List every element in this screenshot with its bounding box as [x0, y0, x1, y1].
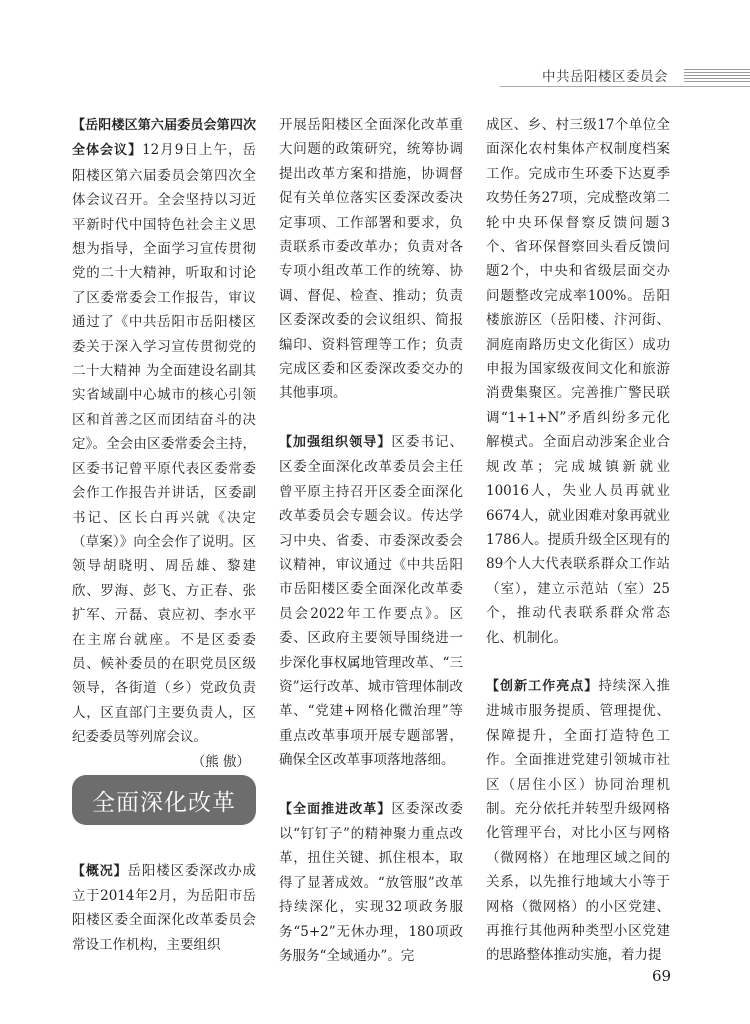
paragraph-gap: [279, 406, 463, 430]
paragraph-heading: 【概况】: [72, 863, 128, 879]
paragraph-gap: [486, 650, 670, 674]
column-1-lower: [72, 845, 256, 971]
paragraph-plenary-session: [72, 113, 256, 750]
header-title: 中共岳阳楼区委员会: [542, 69, 668, 85]
page-number: 69: [652, 967, 672, 985]
paragraph-body: 区委深改委以“钉钉子”的精神聚力重点改革，扭住关键、抓住根本，取得了显著成效。“放管服”改革持续深化，实现32项政务服务“5+2”无休办理，180项政务服务“全域通办”。完: [279, 800, 463, 964]
column-2: [279, 113, 463, 968]
paragraph-body: 区委书记、区委全面深化改革委员会主任曾平原主持召开区委全面深化改革委员会专题会议。传达学习中央、省委、市委深改委会议精神，审议通过《中共岳阳市岳阳楼区委全面深化改革委员会2022年工作要点》。区委、区政府主要领导围绕进一步深化事权属地管理改革、“三资”运行改革、城市管理体制改革、“党建+网格化微治理”等重点改革事项开展专题部署，确保全区改革事项落地落细。: [279, 433, 463, 769]
running-header: [500, 64, 750, 86]
paragraph-overview: [72, 859, 256, 958]
paragraph-innovation: [486, 674, 670, 968]
paragraph-heading: 【创新工作亮点】: [486, 678, 599, 694]
paragraph-body: 12月9日上午，岳阳楼区第六届委员会第四次全体会议召开。全会坚持以习近平新时代中国特色社会主义思想为指导，全面学习宣传贯彻党的二十大精神，听取和讨论了区委常委会工作报告，审议通过了《中共岳阳市岳阳楼区委关于深入学习宣传贯彻党的二十大精神 为全面建设名副其实省域副中心城市的核心引领区和首善之区而团结奋斗的决定》。全会由区委常委会主持，区委书记曾平原代表区委常委会作工作报告并讲话，区委副书记、区长白再兴就《决定（草案）》向全会作了说明。区领导胡晓明、周岳雄、黎建欣、罗海、彭飞、方正春、张扩军、亓磊、袁应初、李水平在主席台就座。不是区委委员、候补委员的在职党员区级领导，各街道（乡）党政负责人，区直部门主要负责人，区纪委委员等列席会议。: [72, 142, 256, 746]
paragraph-organization: [279, 430, 463, 773]
paragraph-continued: 成区、乡、村三级17个单位全面深化农村集体产权制度档案工作。完成市生环委下达夏季攻势任务27项，完成整改第二轮中央环保督察反馈问题3个、省环保督察回头看反馈问题2个，中央和省级层面交办问题整改完成率100%。岳阳楼旅游区（岳阳楼、汴河街、洞庭南路历史文化街区）成功申报为国家级夜间文化和旅游消费集聚区。完善推广警民联调“1+1+N”矛盾纠纷多元化解模式。全面启动涉案企业合规改革；完成城镇新就业10016人，失业人员再就业6674人，就业困难对象再就业1786人。提质升级全区现有的89个人大代表联系群众工作站（室），建立示范站（室）25个，推动代表联系群众常态化、机制化。: [486, 117, 670, 646]
author-credit: （熊 傲）: [191, 753, 250, 770]
paragraph-reform-progress: [279, 797, 463, 969]
paragraph-continued: 开展岳阳楼区全面深化改革重大问题的政策研究，统筹协调提出改革方案和措施，协调督促有关单位落实区委深改委决定事项、工作部署和要求，负责联系市委改革办；负责对各专项小组改革工作的统筹、协调、督促、检查、推动；负责区委深改委的会议组织、简报编印、资料管理等工作；负责完成区委和区委深改委交办的其他事项。: [279, 117, 463, 402]
header-decoration-lines: [684, 69, 750, 83]
paragraph-heading: 【岳阳楼区第六届委员会第四次全体会议】: [72, 118, 256, 159]
paragraph-gap: [279, 773, 463, 797]
paragraph-heading: 【加强组织领导】: [279, 434, 392, 450]
paragraph-body: 岳阳楼区委深改办成立于2014年2月，为岳阳市岳阳楼区委全面深化改革委员会常设工作机构，主要组织: [72, 862, 256, 953]
paragraph-body: 持续深入推进城市服务提质、管理提优、保障提升，全面打造特色工作。全面推进党建引领城市社区（居住小区）协同治理机制。充分依托并转型升级网格化管理平台，对比小区与网格（微网格）在地理区域之间的关系，以先推行地域大小等于网格（微网格）的小区党建、再推行其他两种类型小区党建的思路整体推动实施，着力提: [486, 677, 670, 964]
column-3: [486, 113, 670, 968]
section-title-banner: 全面深化改革: [72, 775, 256, 825]
paragraph-heading: 【全面推进改革】: [279, 801, 392, 817]
header-rule: [500, 86, 750, 87]
column-1: [72, 113, 256, 774]
